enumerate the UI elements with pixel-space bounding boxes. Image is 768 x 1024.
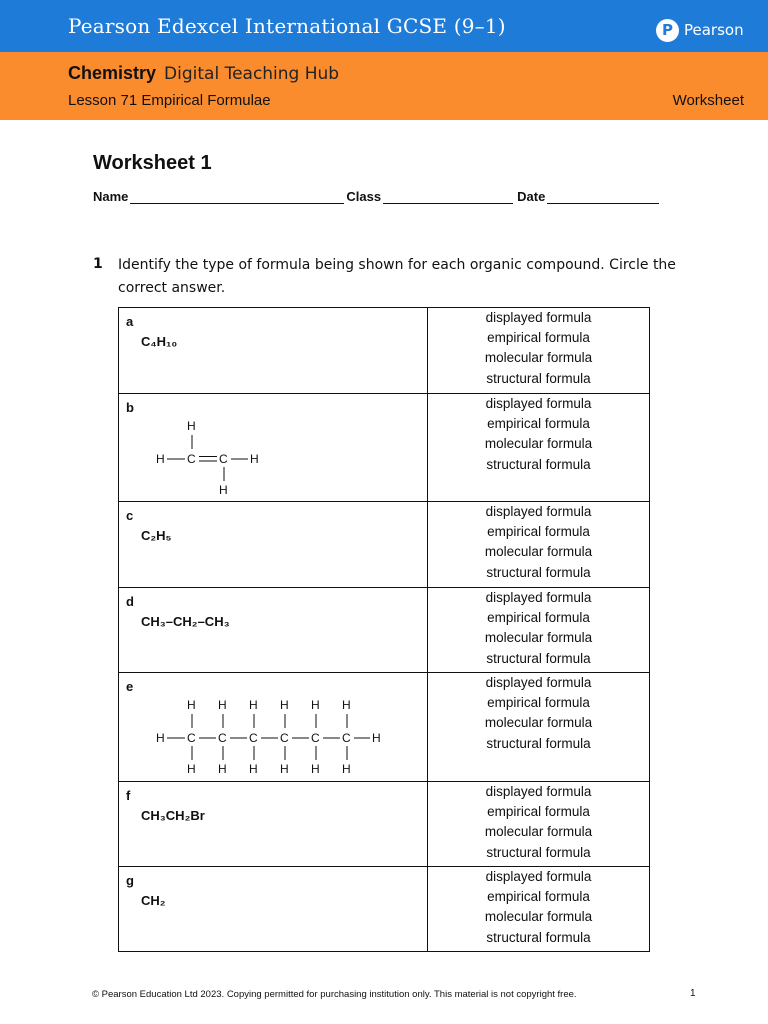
- table-row: [119, 588, 650, 673]
- atom-h: H: [218, 762, 227, 776]
- option-displayed[interactable]: displayed formula: [485, 869, 592, 884]
- compound-formula: CH₃–CH₂–CH₃: [141, 614, 230, 629]
- table-row: [119, 673, 650, 782]
- option-empirical[interactable]: empirical formula: [487, 804, 590, 820]
- subject-line: [68, 63, 339, 84]
- table-row: [119, 394, 650, 502]
- subject-banner: [0, 52, 768, 120]
- atom-c: C: [249, 731, 258, 745]
- atom-h: H: [187, 762, 196, 776]
- answer-cell: [428, 588, 650, 673]
- row-label: c: [126, 508, 134, 523]
- option-empirical[interactable]: empirical formula: [487, 330, 590, 346]
- option-displayed[interactable]: displayed formula: [485, 590, 592, 605]
- answer-cell: [428, 782, 650, 867]
- option-molecular[interactable]: molecular formula: [484, 630, 593, 646]
- hexane-displayed-structure: [119, 673, 427, 782]
- answer-cell: [428, 867, 650, 952]
- question-number: 1: [93, 256, 103, 272]
- option-displayed[interactable]: displayed formula: [485, 675, 592, 690]
- compound-cell: [119, 782, 428, 867]
- atom-h: H: [280, 698, 289, 712]
- name-field[interactable]: [130, 189, 344, 204]
- answer-options: [428, 394, 649, 475]
- option-structural[interactable]: structural formula: [486, 564, 591, 580]
- atom-h: H: [342, 762, 351, 776]
- answer-options: [428, 867, 649, 948]
- answer-cell: [428, 502, 650, 588]
- option-empirical[interactable]: empirical formula: [487, 889, 590, 905]
- question-text: Identify the type of formula being shown for each organic compound. Circle the correct answer.: [118, 257, 676, 296]
- answer-options: [428, 588, 649, 669]
- compound-formula: CH₃CH₂Br: [141, 808, 205, 823]
- compound-formula: C₄H₁₀: [141, 334, 178, 349]
- atom-c: C: [342, 731, 351, 745]
- option-empirical[interactable]: empirical formula: [487, 416, 590, 432]
- name-label: Name: [93, 189, 129, 204]
- row-label: g: [126, 873, 134, 888]
- subject-name: Chemistry: [68, 63, 157, 83]
- atom-h: H: [187, 419, 196, 433]
- hub-name: Digital Teaching Hub: [164, 64, 340, 84]
- option-molecular[interactable]: molecular formula: [484, 715, 593, 731]
- pearson-logo: [656, 17, 744, 43]
- option-displayed[interactable]: displayed formula: [485, 310, 592, 325]
- table-row: [119, 782, 650, 867]
- answer-options: [428, 673, 649, 754]
- answer-cell: [428, 673, 650, 782]
- atom-c: C: [218, 731, 227, 745]
- row-label: b: [126, 400, 134, 415]
- answer-options: [428, 502, 649, 583]
- atom-h: H: [219, 483, 228, 497]
- compound-cell: [119, 867, 428, 952]
- compound-formula: C₂H₅: [141, 528, 172, 543]
- atom-h: H: [311, 698, 320, 712]
- class-field[interactable]: [383, 189, 513, 204]
- atom-h: H: [311, 762, 320, 776]
- atom-c: C: [280, 731, 289, 745]
- option-structural[interactable]: structural formula: [486, 929, 591, 945]
- compound-cell: [119, 502, 428, 588]
- atom-c: C: [187, 452, 196, 466]
- copyright-footer: © Pearson Education Ltd 2023. Copying permitted for purchasing institution only. This material is not copyright free.: [92, 989, 577, 1000]
- atom-h: H: [372, 731, 381, 745]
- student-details-row: [93, 189, 673, 204]
- answer-options: [428, 308, 649, 389]
- atom-h: H: [218, 698, 227, 712]
- option-molecular[interactable]: molecular formula: [484, 909, 593, 925]
- atom-h: H: [249, 698, 258, 712]
- pearson-logo-icon: P: [656, 19, 679, 42]
- date-field[interactable]: [547, 189, 659, 204]
- atom-c: C: [311, 731, 320, 745]
- row-label: e: [126, 679, 134, 694]
- option-structural[interactable]: structural formula: [486, 844, 591, 860]
- answer-cell: [428, 394, 650, 502]
- option-structural[interactable]: structural formula: [486, 370, 591, 386]
- option-molecular[interactable]: molecular formula: [484, 824, 593, 840]
- qualification-title: Pearson Edexcel International GCSE (9–1): [68, 14, 506, 38]
- table-row: [119, 308, 650, 394]
- compound-formula: CH₂: [141, 893, 166, 908]
- option-displayed[interactable]: displayed formula: [485, 396, 592, 411]
- row-label: d: [126, 594, 134, 609]
- pearson-logo-word: Pearson: [684, 21, 744, 39]
- atom-h: H: [250, 452, 259, 466]
- atom-h: H: [156, 452, 165, 466]
- option-empirical[interactable]: empirical formula: [487, 610, 590, 626]
- answer-cell: [428, 308, 650, 394]
- option-structural[interactable]: structural formula: [486, 650, 591, 666]
- option-molecular[interactable]: molecular formula: [484, 436, 593, 452]
- option-molecular[interactable]: molecular formula: [484, 544, 593, 560]
- atom-c: C: [187, 731, 196, 745]
- option-structural[interactable]: structural formula: [486, 456, 591, 472]
- top-banner: [0, 0, 768, 52]
- option-molecular[interactable]: molecular formula: [484, 350, 593, 366]
- row-label: a: [126, 314, 134, 329]
- formula-table: [118, 307, 650, 952]
- compound-cell: [119, 394, 428, 502]
- doc-type-label: Worksheet: [672, 92, 744, 109]
- atom-c: C: [219, 452, 228, 466]
- atom-h: H: [342, 698, 351, 712]
- answer-options: [428, 782, 649, 863]
- option-displayed[interactable]: displayed formula: [485, 784, 592, 799]
- option-empirical[interactable]: empirical formula: [487, 524, 590, 540]
- row-label: f: [126, 788, 131, 803]
- worksheet-title: Worksheet 1: [93, 152, 212, 174]
- compound-cell: [119, 588, 428, 673]
- compound-cell: [119, 308, 428, 394]
- compound-cell: [119, 673, 428, 782]
- option-structural[interactable]: structural formula: [486, 735, 591, 751]
- atom-h: H: [156, 731, 165, 745]
- atom-h: H: [187, 698, 196, 712]
- lesson-title: Lesson 71 Empirical Formulae: [68, 92, 271, 109]
- option-empirical[interactable]: empirical formula: [487, 695, 590, 711]
- date-label: Date: [517, 189, 546, 204]
- ethene-displayed-structure: [119, 394, 427, 502]
- atom-h: H: [280, 762, 289, 776]
- table-row: [119, 502, 650, 588]
- table-row: [119, 867, 650, 952]
- atom-h: H: [249, 762, 258, 776]
- page-number: 1: [690, 988, 696, 999]
- option-displayed[interactable]: displayed formula: [485, 504, 592, 519]
- class-label: Class: [346, 189, 382, 204]
